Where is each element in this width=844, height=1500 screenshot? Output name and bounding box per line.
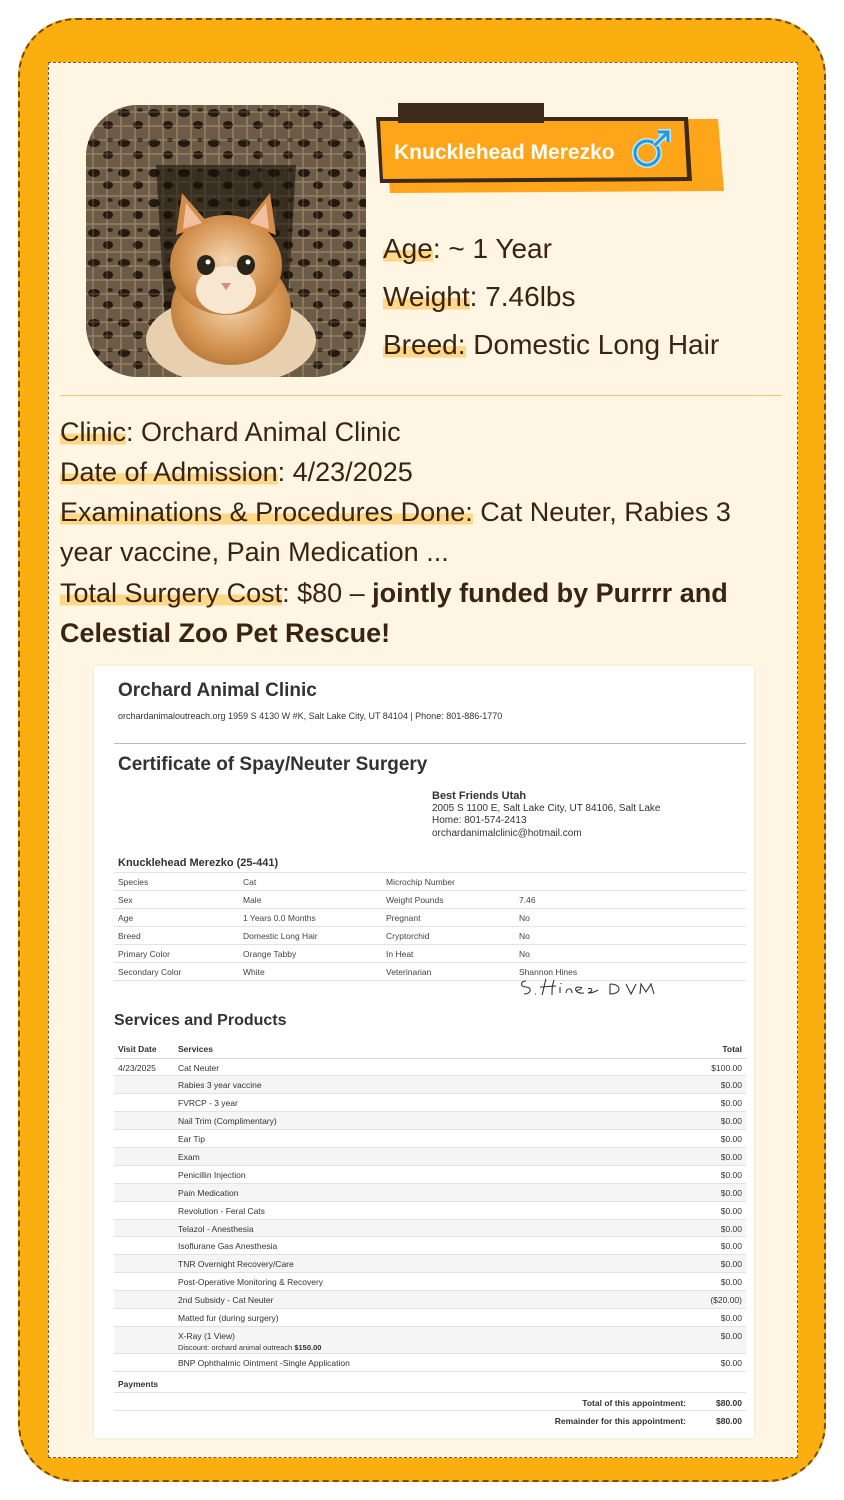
pet-info-cell: Species bbox=[114, 873, 239, 891]
service-date bbox=[114, 1112, 174, 1130]
service-name: Isoflurane Gas Anesthesia bbox=[178, 1241, 278, 1252]
cert-rule bbox=[114, 743, 746, 744]
service-total: $0.00 bbox=[656, 1237, 746, 1255]
cert-clinic-name: Orchard Animal Clinic bbox=[118, 680, 317, 701]
remainder-row bbox=[114, 1410, 746, 1428]
weight-value: : 7.46lbs bbox=[469, 281, 576, 312]
pet-info-cell: Pregnant bbox=[382, 909, 515, 927]
pet-info-row bbox=[114, 873, 746, 891]
age-value: : ~ 1 Year bbox=[432, 233, 552, 264]
discount-label: Discount: orchard animal outreach bbox=[178, 1342, 293, 1352]
service-discount bbox=[178, 1343, 656, 1352]
cost-value: : $80 – bbox=[282, 578, 373, 608]
org-address: 2005 S 1100 E, Salt Lake City, UT 84106, Salt Lake bbox=[432, 802, 661, 814]
pet-info-cell: Shannon Hines bbox=[515, 963, 746, 981]
payments-label: Payments bbox=[118, 1379, 159, 1389]
service-date bbox=[114, 1183, 174, 1201]
service-total: $0.00 bbox=[656, 1219, 746, 1237]
procedures-line bbox=[60, 492, 785, 572]
service-name: FVRCP - 3 year bbox=[178, 1098, 238, 1109]
service-date bbox=[114, 1255, 174, 1273]
service-row bbox=[114, 1147, 746, 1165]
cost-note: jointly funded by Purrrr and Celestial Zoo Pet Rescue! bbox=[60, 578, 728, 648]
services-heading: Services and Products bbox=[114, 1012, 287, 1029]
admission-label: Date of Admission bbox=[60, 457, 278, 487]
service-total: $100.00 bbox=[656, 1058, 746, 1076]
service-name: Pain Medication bbox=[178, 1187, 239, 1198]
service-cell bbox=[174, 1201, 656, 1219]
clinic-line bbox=[60, 412, 785, 452]
service-cell bbox=[174, 1353, 656, 1371]
service-date bbox=[114, 1130, 174, 1148]
service-total: $0.00 bbox=[656, 1201, 746, 1219]
service-row bbox=[114, 1076, 746, 1094]
cost-line bbox=[60, 573, 785, 653]
pet-info-row bbox=[114, 927, 746, 945]
breed-line bbox=[383, 329, 719, 361]
service-date: 4/23/2025 bbox=[114, 1058, 174, 1076]
pet-name: Knucklehead Merezko bbox=[394, 141, 615, 164]
cert-title: Certificate of Spay/Neuter Surgery bbox=[118, 754, 428, 775]
service-name: Rabies 3 year vaccine bbox=[178, 1080, 262, 1091]
pet-info-cell: Orange Tabby bbox=[239, 945, 382, 963]
cert-org-block bbox=[432, 790, 660, 840]
pet-info-row bbox=[114, 945, 746, 963]
pet-info-cell: Primary Color bbox=[114, 945, 239, 963]
age-label: Age bbox=[383, 233, 433, 264]
breed-value: Domestic Long Hair bbox=[465, 329, 720, 360]
service-total: $0.00 bbox=[656, 1130, 746, 1148]
service-name: Penicillin Injection bbox=[178, 1169, 246, 1180]
service-row bbox=[114, 1058, 746, 1076]
clinic-value: : Orchard Animal Clinic bbox=[126, 417, 401, 447]
service-name: 2nd Subsidy - Cat Neuter bbox=[178, 1295, 274, 1306]
pet-info-cell bbox=[515, 873, 746, 891]
service-name: Post-Operative Monitoring & Recovery bbox=[178, 1277, 324, 1288]
service-row bbox=[114, 1255, 746, 1273]
cat-in-cage-image bbox=[86, 105, 366, 377]
pet-info-cell: Cryptorchid bbox=[382, 927, 515, 945]
pet-info-cell: Sex bbox=[114, 891, 239, 909]
pet-info-table bbox=[114, 872, 746, 981]
service-total: $0.00 bbox=[656, 1076, 746, 1094]
service-name: Exam bbox=[178, 1151, 200, 1162]
service-row bbox=[114, 1165, 746, 1183]
service-total: ($20.00) bbox=[656, 1291, 746, 1309]
service-name: Revolution - Feral Cats bbox=[178, 1205, 265, 1216]
services-table bbox=[114, 1040, 746, 1372]
procedures-label: Examinations & Procedures Done: bbox=[60, 497, 473, 527]
admission-line bbox=[60, 452, 785, 492]
service-date bbox=[114, 1273, 174, 1291]
service-name: X-Ray (1 View) bbox=[178, 1330, 235, 1341]
pet-info-row bbox=[114, 891, 746, 909]
pet-info-cell: No bbox=[515, 927, 746, 945]
service-row bbox=[114, 1308, 746, 1326]
service-date bbox=[114, 1201, 174, 1219]
cert-pet-heading: Knucklehead Merezko (25-441) bbox=[118, 857, 279, 869]
service-row bbox=[114, 1094, 746, 1112]
service-cell bbox=[174, 1058, 656, 1076]
service-total: $0.00 bbox=[656, 1353, 746, 1371]
service-total: $0.00 bbox=[656, 1273, 746, 1291]
procedures-value: Cat Neuter, Rabies 3 year vaccine, Pain Medication ... bbox=[60, 497, 731, 567]
service-total: $0.00 bbox=[656, 1183, 746, 1201]
service-date bbox=[114, 1237, 174, 1255]
certificate-document bbox=[94, 666, 754, 1438]
col-total: Total bbox=[656, 1040, 746, 1058]
discount-value: $150.00 bbox=[294, 1342, 322, 1352]
weight-label: Weight bbox=[383, 281, 470, 312]
service-cell bbox=[174, 1076, 656, 1094]
service-cell bbox=[174, 1094, 656, 1112]
pet-info-cell: 1 Years 0.0 Months bbox=[239, 909, 382, 927]
service-cell bbox=[174, 1291, 656, 1309]
service-name: Telazol - Anesthesia bbox=[178, 1223, 254, 1234]
clinic-label: Clinic bbox=[60, 417, 127, 447]
total-value: $80.00 bbox=[716, 1398, 742, 1408]
service-cell bbox=[174, 1308, 656, 1326]
pet-info-cell: Weight Pounds bbox=[382, 891, 515, 909]
total-label: Total of this appointment: bbox=[582, 1398, 686, 1408]
service-name: Matted fur (during surgery) bbox=[178, 1312, 279, 1323]
service-cell bbox=[174, 1273, 656, 1291]
cert-clinic-address: orchardanimaloutreach.org 1959 S 4130 W #K, Salt Lake City, UT 84104 | Phone: 801-886-1770 bbox=[118, 711, 503, 721]
pet-info-cell: No bbox=[515, 945, 746, 963]
name-banner bbox=[376, 103, 728, 195]
service-row bbox=[114, 1237, 746, 1255]
org-name: Best Friends Utah bbox=[432, 790, 527, 802]
service-date bbox=[114, 1076, 174, 1094]
pet-info-cell: No bbox=[515, 909, 746, 927]
pet-info-cell: In Heat bbox=[382, 945, 515, 963]
service-total: $0.00 bbox=[656, 1112, 746, 1130]
service-total: $0.00 bbox=[656, 1094, 746, 1112]
service-name: Nail Trim (Complimentary) bbox=[178, 1116, 277, 1127]
pet-info-cell: 7.46 bbox=[515, 891, 746, 909]
pet-info-cell: Veterinarian bbox=[382, 963, 515, 981]
service-name: Ear Tip bbox=[178, 1134, 205, 1145]
service-total: $0.00 bbox=[656, 1147, 746, 1165]
services-header-row bbox=[114, 1040, 746, 1058]
service-date bbox=[114, 1147, 174, 1165]
service-name: Cat Neuter bbox=[178, 1062, 220, 1073]
service-row bbox=[114, 1183, 746, 1201]
pet-info-cell: Age bbox=[114, 909, 239, 927]
service-cell bbox=[174, 1112, 656, 1130]
service-date bbox=[114, 1165, 174, 1183]
remainder-label: Remainder for this appointment: bbox=[554, 1416, 686, 1426]
service-name: BNP Ophthalmic Ointment -Single Application bbox=[178, 1357, 350, 1368]
service-cell bbox=[174, 1326, 656, 1353]
total-row bbox=[114, 1392, 746, 1410]
service-total: $0.00 bbox=[656, 1326, 746, 1353]
pet-info-cell: Microchip Number bbox=[382, 873, 515, 891]
service-row bbox=[114, 1291, 746, 1309]
service-date bbox=[114, 1219, 174, 1237]
service-row bbox=[114, 1219, 746, 1237]
age-line bbox=[383, 233, 552, 265]
pet-info-cell: White bbox=[239, 963, 382, 981]
admission-value: : 4/23/2025 bbox=[277, 457, 413, 487]
service-row bbox=[114, 1201, 746, 1219]
service-total: $0.00 bbox=[656, 1165, 746, 1183]
service-total: $0.00 bbox=[656, 1308, 746, 1326]
service-date bbox=[114, 1094, 174, 1112]
service-cell bbox=[174, 1219, 656, 1237]
service-cell bbox=[174, 1147, 656, 1165]
vet-signature bbox=[518, 975, 668, 1004]
service-cell bbox=[174, 1237, 656, 1255]
service-row bbox=[114, 1326, 746, 1353]
weight-line bbox=[383, 281, 576, 313]
col-visit-date: Visit Date bbox=[114, 1040, 174, 1058]
service-date bbox=[114, 1353, 174, 1371]
service-date bbox=[114, 1308, 174, 1326]
service-total: $0.00 bbox=[656, 1255, 746, 1273]
pet-info-cell: Cat bbox=[239, 873, 382, 891]
service-cell bbox=[174, 1255, 656, 1273]
breed-label: Breed: bbox=[383, 329, 466, 360]
col-services: Services bbox=[174, 1040, 656, 1058]
pet-photo bbox=[86, 105, 366, 377]
pet-info-cell: Secondary Color bbox=[114, 963, 239, 981]
service-row bbox=[114, 1130, 746, 1148]
service-row bbox=[114, 1273, 746, 1291]
service-row bbox=[114, 1353, 746, 1371]
pet-info-row bbox=[114, 909, 746, 927]
pet-info-cell: Domestic Long Hair bbox=[239, 927, 382, 945]
service-name: TNR Overnight Recovery/Care bbox=[178, 1259, 294, 1270]
service-date bbox=[114, 1291, 174, 1309]
section-divider bbox=[60, 395, 782, 396]
service-cell bbox=[174, 1130, 656, 1148]
org-phone: Home: 801-574-2413 bbox=[432, 815, 527, 826]
service-cell bbox=[174, 1165, 656, 1183]
pet-info-cell: Breed bbox=[114, 927, 239, 945]
remainder-value: $80.00 bbox=[716, 1416, 742, 1426]
service-cell bbox=[174, 1183, 656, 1201]
cost-label: Total Surgery Cost bbox=[60, 578, 283, 608]
service-date bbox=[114, 1326, 174, 1353]
org-email: orchardanimalclinic@hotmail.com bbox=[432, 827, 582, 839]
pet-info-cell: Male bbox=[239, 891, 382, 909]
service-row bbox=[114, 1112, 746, 1130]
